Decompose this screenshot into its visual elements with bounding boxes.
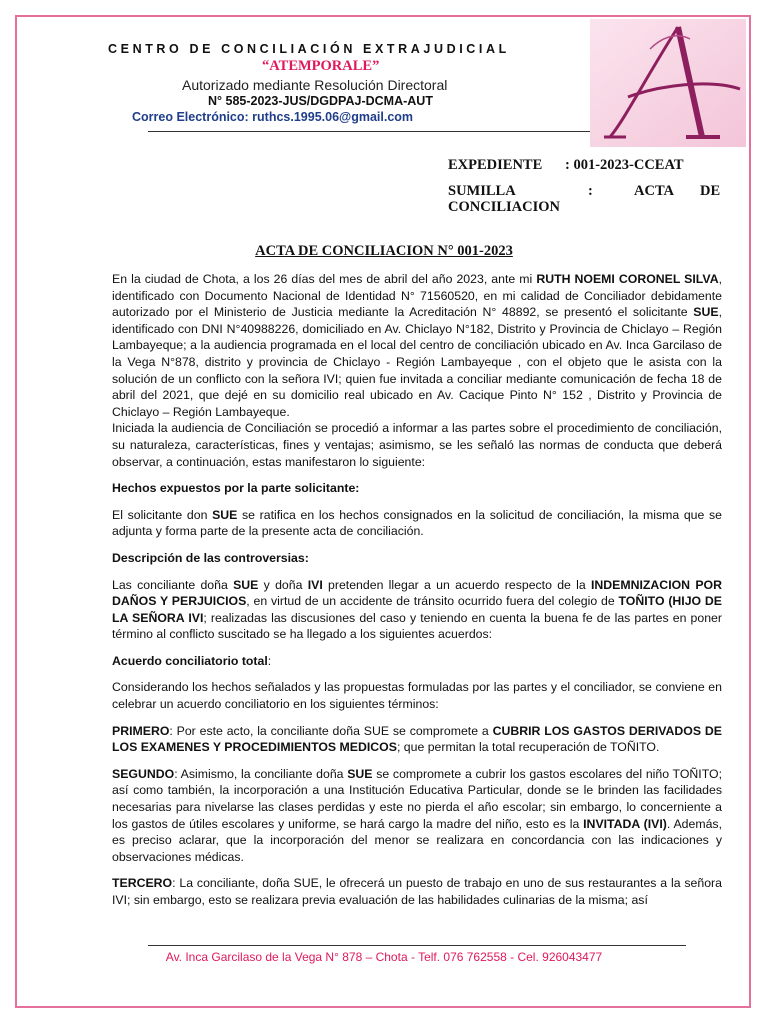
text-run: pretenden llegar a un acuerdo respecto de la: [322, 577, 591, 592]
text-run: y doña: [258, 577, 308, 592]
text-run: se compromete a cubrir los gastos escolares del niño TOÑITO; así como también, la incorporación a una Institución Educativa Particular, donde se le brinden las facilidades necesarias para nivelarse las clases perdidas y este no pierda el año escolar; sin embargo, lo concerniente a los gastos de útiles escolares y uniforme, se hará cargo la madre del niño, esto es la: [112, 766, 722, 831]
sumilla-colon: :: [588, 183, 593, 199]
bold-text: SUE: [212, 507, 238, 522]
text-run: . Además, es preciso aclarar, que la incorporación del menor se realizara en concordancia con las indicaciones y observaciones médicas.: [112, 816, 723, 864]
paragraph: [112, 577, 722, 643]
paragraph: [112, 875, 722, 908]
center-title: CENTRO DE CONCILIACIÓN EXTRAJUDICIAL: [108, 42, 510, 56]
text-run: En la ciudad de Chota, a los 26 días del mes de abril del año 2023, ante mi: [112, 272, 537, 286]
text-run: :: [267, 653, 272, 668]
email-line: Correo Electrónico: ruthcs.1995.06@gmail.com: [132, 110, 414, 124]
text-run: ; que permitan la total recuperación de TOÑITO.: [396, 740, 660, 755]
paragraph: [112, 271, 722, 420]
paragraph: [112, 653, 722, 670]
text-run: , identificado con DNI N°40988226, domiciliado en Av. Chiclayo N°182, Distrito y Provincia de Chiclayo – Región Lambayeque; a la audiencia programada en el local del centro de conciliación ubicado en Av. Inca Garcilaso de la Vega N°878, distrito y provincia de Chiclayo - Región Lambayeque , con el objeto que le asista con la solución de un conflicto con la señora IVI; quien fue invitada a conciliar mediante comunicación de fecha 18 de abril del 2021, que dejé en su domicilio real ubicado en Av. Cacique Pinto N° 152 , Distrito y Provincia de Chiclayo – Región Lambayeque.: [112, 305, 722, 419]
bold-text: SUE: [347, 766, 373, 781]
sumilla-word-acta: ACTA: [634, 183, 675, 199]
text-run: , en virtud de un accidente de tránsito ocurrido fuera del colegio de: [246, 594, 619, 609]
bold-text: PRIMERO: [112, 723, 170, 738]
paragraph: [112, 507, 722, 540]
resolution-number: N° 585-2023-JUS/DGDPAJ-DCMA-AUT: [208, 94, 433, 108]
authorization-line: Autorizado mediante Resolución Directoral: [182, 77, 448, 93]
document-body: [112, 271, 722, 919]
bold-text: Acuerdo conciliatorio total: [112, 653, 268, 668]
paragraph: [112, 679, 722, 712]
bold-text: INDEMNIZACION POR DAÑOS Y PERJUICIOS: [112, 577, 722, 609]
sumilla-label: SUMILLA: [448, 183, 516, 199]
bold-text: RUTH NOEMI CORONEL SILVA: [536, 272, 719, 286]
paragraph: [112, 723, 722, 756]
text-run: Las conciliante doña: [112, 577, 234, 592]
expediente-value: : 001-2023-CCEAT: [565, 157, 684, 173]
paragraph: [112, 550, 722, 567]
document-title-text: ACTA DE CONCILIACION N° 001-2023: [255, 243, 513, 259]
paragraph: [112, 480, 722, 497]
text-run: : La conciliante, doña SUE, le ofrecerá un puesto de trabajo en uno de sus restaurantes a la señora IVI; sin embargo, esto se realizara previa evaluación de las habilidades culinarias de la misma; así: [112, 876, 722, 907]
text-run: ; realizadas las discusiones del caso y teniendo en cuenta la buena fe de las partes en poner término al conflicto suscitado se ha llegado a los siguientes acuerdos:: [112, 610, 722, 642]
expediente-label: EXPEDIENTE: [448, 157, 543, 173]
sumilla-word-de: DE: [700, 183, 721, 199]
text-run: Iniciada la audiencia de Conciliación se procedió a informar a las partes sobre el procedimiento de conciliación, su naturaleza, características, fines y ventajas; asimismo, se les señaló las normas de conducta que deberá observar, a continuación, estas manifestaron lo siguiente:: [112, 421, 722, 469]
bold-text: SUE: [693, 305, 719, 320]
text-run: , identificado con Documento Nacional de Identidad N° 71560520, en mi calidad de Conciliador debidamente autorizado por el Ministerio de Justicia mediante la Acreditación N° 48892, se presentó el solicitante: [112, 272, 722, 320]
text-run: : Asimismo, la conciliante doña: [174, 766, 348, 781]
bold-text: SEGUNDO: [112, 766, 175, 781]
text-run: El solicitante don: [112, 507, 213, 522]
sumilla-word-conciliacion: CONCILIACION: [448, 199, 560, 215]
bold-text: CUBRIR LOS GASTOS DERIVADOS DE LOS EXAMENES Y PROCEDIMIENTOS MEDICOS: [112, 723, 722, 755]
bold-text: Hechos expuestos por la parte solicitante:: [112, 481, 360, 496]
bold-text: TOÑITO (HIJO DE LA SEÑORA IVI: [112, 594, 723, 625]
document-title: [0, 243, 768, 260]
footer-address: Av. Inca Garcilaso de la Vega N° 878 – Chota - Telf. 076 762558 - Cel. 926043477: [165, 950, 603, 964]
center-subtitle: “ATEMPORALE”: [262, 58, 380, 74]
bold-text: INVITADA (IVI): [583, 816, 667, 831]
text-run: se ratifica en los hechos consignados en la solicitud de conciliación, la misma que se adjunta y forma parte de la presente acta de conciliación.: [112, 507, 722, 539]
bold-text: Descripción de las controversias:: [112, 550, 309, 565]
bold-text: IVI: [307, 577, 323, 592]
footer-divider: [148, 945, 686, 946]
text-run: Considerando los hechos señalados y las propuestas formuladas por las partes y el conciliador, se conviene en celebrar un acuerdo conciliatorio en los siguientes términos:: [112, 680, 722, 712]
paragraph: [112, 766, 722, 866]
paragraph: [112, 420, 722, 470]
atemporale-logo: [590, 19, 746, 147]
bold-text: SUE: [233, 577, 259, 592]
text-run: : Por este acto, la conciliante doña SUE se compromete a: [169, 723, 493, 738]
bold-text: TERCERO: [112, 876, 173, 891]
